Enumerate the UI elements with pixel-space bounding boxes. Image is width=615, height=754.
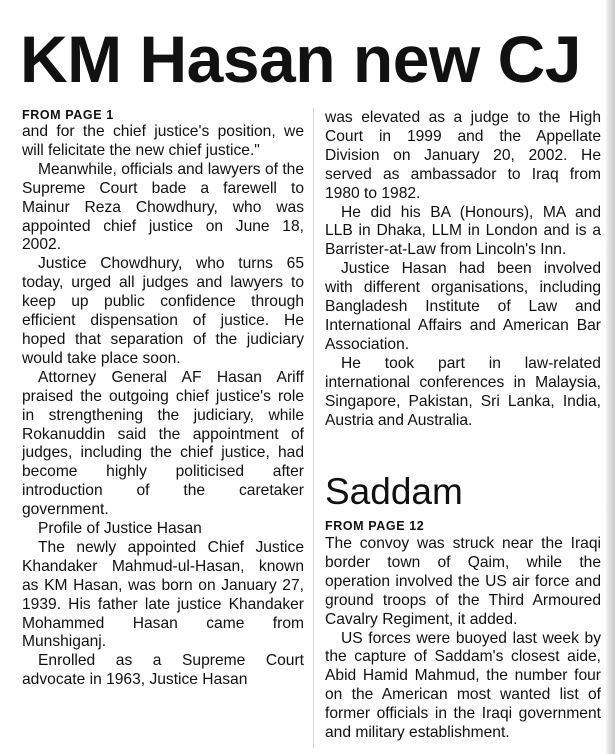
- column-divider: [313, 108, 314, 748]
- paragraph: The convoy was struck near the Iraqi border town of Qaim, while the operation involved the US air force and ground troops of the Third Armoured Cavalry Regiment, it added.: [325, 535, 601, 628]
- saddam-headline: Saddam: [325, 471, 463, 512]
- paragraph: was elevated as a judge to the High Court in 1999 and the Appellate Division on January 20, 2002. He served as ambassador to Iraq from 1980 to 1982.: [325, 109, 601, 202]
- paragraph: Enrolled as a Supreme Court advocate in 1963, Justice Hasan: [22, 652, 304, 689]
- saddam-article-body: [325, 519, 601, 743]
- paragraph: Justice Chowdhury, who turns 65 today, urged all judges and lawyers to keep up public confidence through efficient dispensation of justice. He hoped that separation of the judiciary would take place soon.: [22, 255, 304, 367]
- paragraph: and for the chief justice's position, we will felicitate the new chief justice.": [22, 123, 304, 159]
- headline: KM Hasan new CJ: [20, 22, 581, 96]
- paragraph: Meanwhile, officials and lawyers of the Supreme Court bade a farewell to Mainur Reza Chowdhury, who was appointed chief justice on June 18, 2002.: [22, 160, 304, 254]
- paragraph: The newly appointed Chief Justice Khandaker Mahmud-ul-Hasan, known as KM Hasan, was born on January 27, 1939. His father late justice Khandaker Mohammed Hasan came from Munshiganj.: [22, 538, 304, 651]
- left-column: [22, 108, 304, 690]
- right-column: [325, 109, 601, 430]
- paragraph: Justice Hasan had been involved with different organisations, including Bangladesh Institute of Law and International Affairs and American Bar Association.: [325, 260, 601, 353]
- page-edge-shadow: [606, 0, 615, 754]
- paragraph: Attorney General AF Hasan Ariff praised the outgoing chief justice's role in strengthening the judiciary, while Rokanuddin said the appointment of judges, including the chief justice, had become highly politicised after introduction of the caretaker government.: [22, 368, 304, 519]
- continuation-kicker: FROM PAGE 1: [22, 108, 114, 122]
- profile-subheading: Profile of Justice Hasan: [38, 520, 202, 538]
- paragraph: He did his BA (Honours), MA and LLB in Dhaka, LLM in London and is a Barrister-at-Law from Lincoln's Inn.: [325, 203, 601, 259]
- continuation-kicker: FROM PAGE 12: [325, 519, 425, 533]
- paragraph: He took part in law-related international conferences in Malaysia, Singapore, Pakistan, Sri Lanka, India, Austria and Australia.: [325, 354, 601, 429]
- paragraph: US forces were buoyed last week by the capture of Saddam's closest aide, Abid Hamid Mahmud, the number four on the American most wanted list of former officials in the Iraqi government and military establishment.: [325, 629, 601, 742]
